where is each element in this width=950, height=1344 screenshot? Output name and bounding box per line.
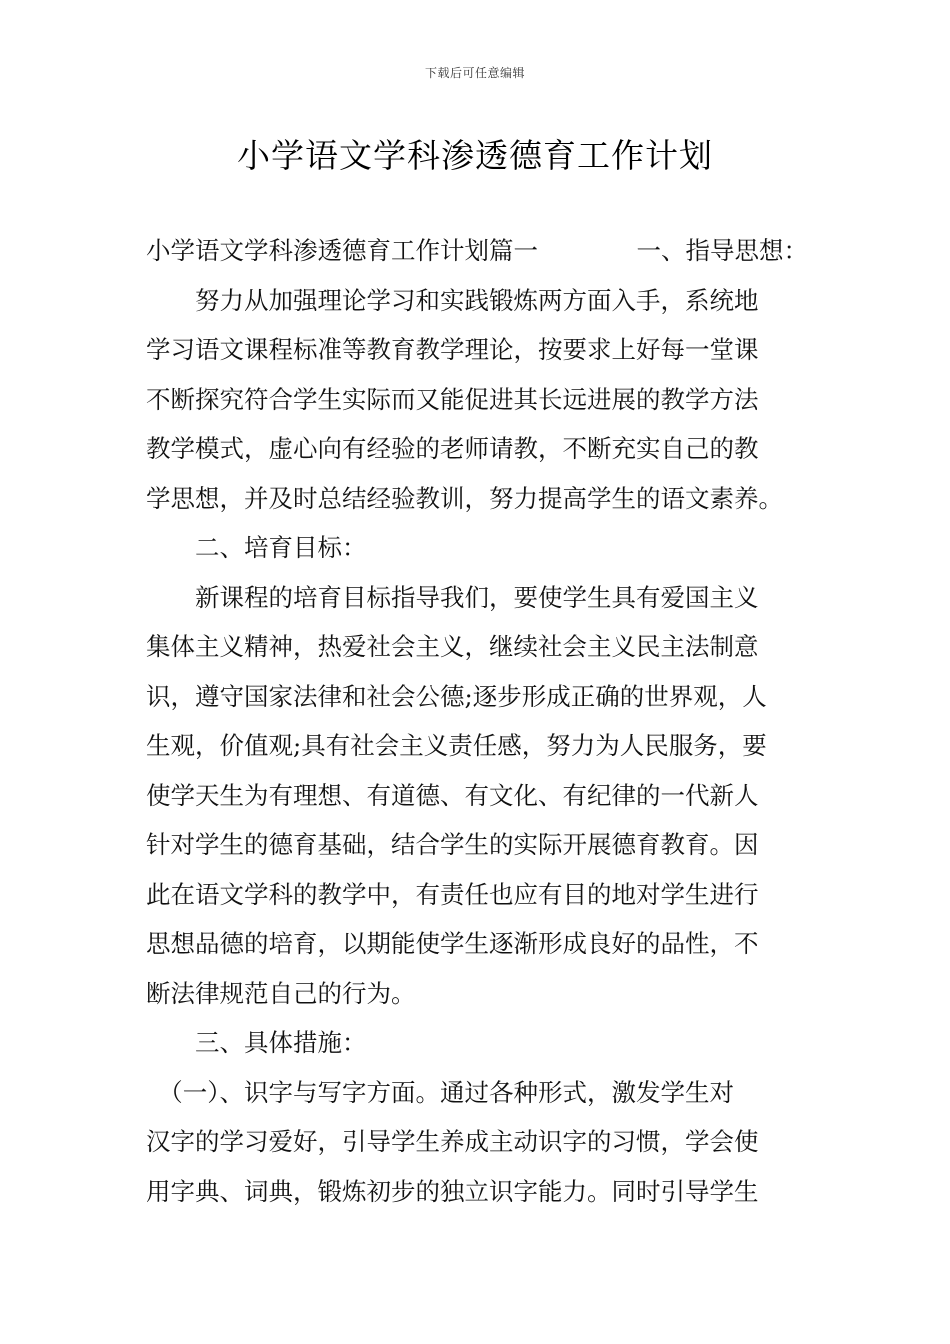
text-line: 汉字的学习爱好，引导学生养成主动识字的习惯，学会使 [146,1127,759,1156]
text-line: 新课程的培育目标指导我们，要使学生具有爱国主义 [146,582,759,612]
text-line: 针对学生的德育基础，结合学生的实际开展德育教育。因 [146,830,759,859]
text-line: 学习语文课程标准等教育教学理论，按要求上好每一堂课 [146,335,759,364]
document-body [146,226,808,1216]
section-heading-goals: 二、培育目标： [146,533,367,562]
text-line: 思想品德的培育，以期能使学生逐渐形成良好的品性，不 [146,929,759,958]
section-heading-guiding-thought: 一、指导思想： [636,236,808,265]
text-line: 用字典、词典，锻炼初步的独立识字能力。同时引导学生 [146,1176,759,1206]
text-line: 努力从加强理论学习和实践锻炼两方面入手，系统地 [146,285,759,315]
document-title: 小学语文学科渗透德育工作计划 [237,136,713,175]
intro-line [146,226,808,276]
text-line: 此在语文学科的教学中，有责任也应有目的地对学生进行 [146,879,759,909]
text-line: 生观，价值观;具有社会主义责任感，努力为人民服务，要 [146,731,767,760]
text-line: 使学天生为有理想、有道德、有文化、有纪律的一代新人 [146,780,759,810]
text-line: 断法律规范自己的行为。 [146,978,416,1008]
text-line: 教学模式，虚心向有经验的老师请教，不断充实自己的教 [146,434,759,463]
text-line: 集体主义精神，热爱社会主义，继续社会主义民主法制意 [146,632,759,661]
text-line: 学思想，并及时总结经验教训，努力提高学生的语文素养。 [146,483,783,513]
text-line: 不断探究符合学生实际而又能促进其长远进展的教学方法 [146,384,759,414]
text-line: （一）、识字与写字方面。通过各种形式，激发学生对 [146,1077,734,1107]
section-heading-measures: 三、具体措施： [146,1028,367,1057]
intro-heading: 小学语文学科渗透德育工作计划篇一 [146,236,538,265]
header-note: 下载后可任意编辑 [424,66,525,80]
text-line: 识，遵守国家法律和社会公德;逐步形成正确的世界观，人 [146,681,767,711]
